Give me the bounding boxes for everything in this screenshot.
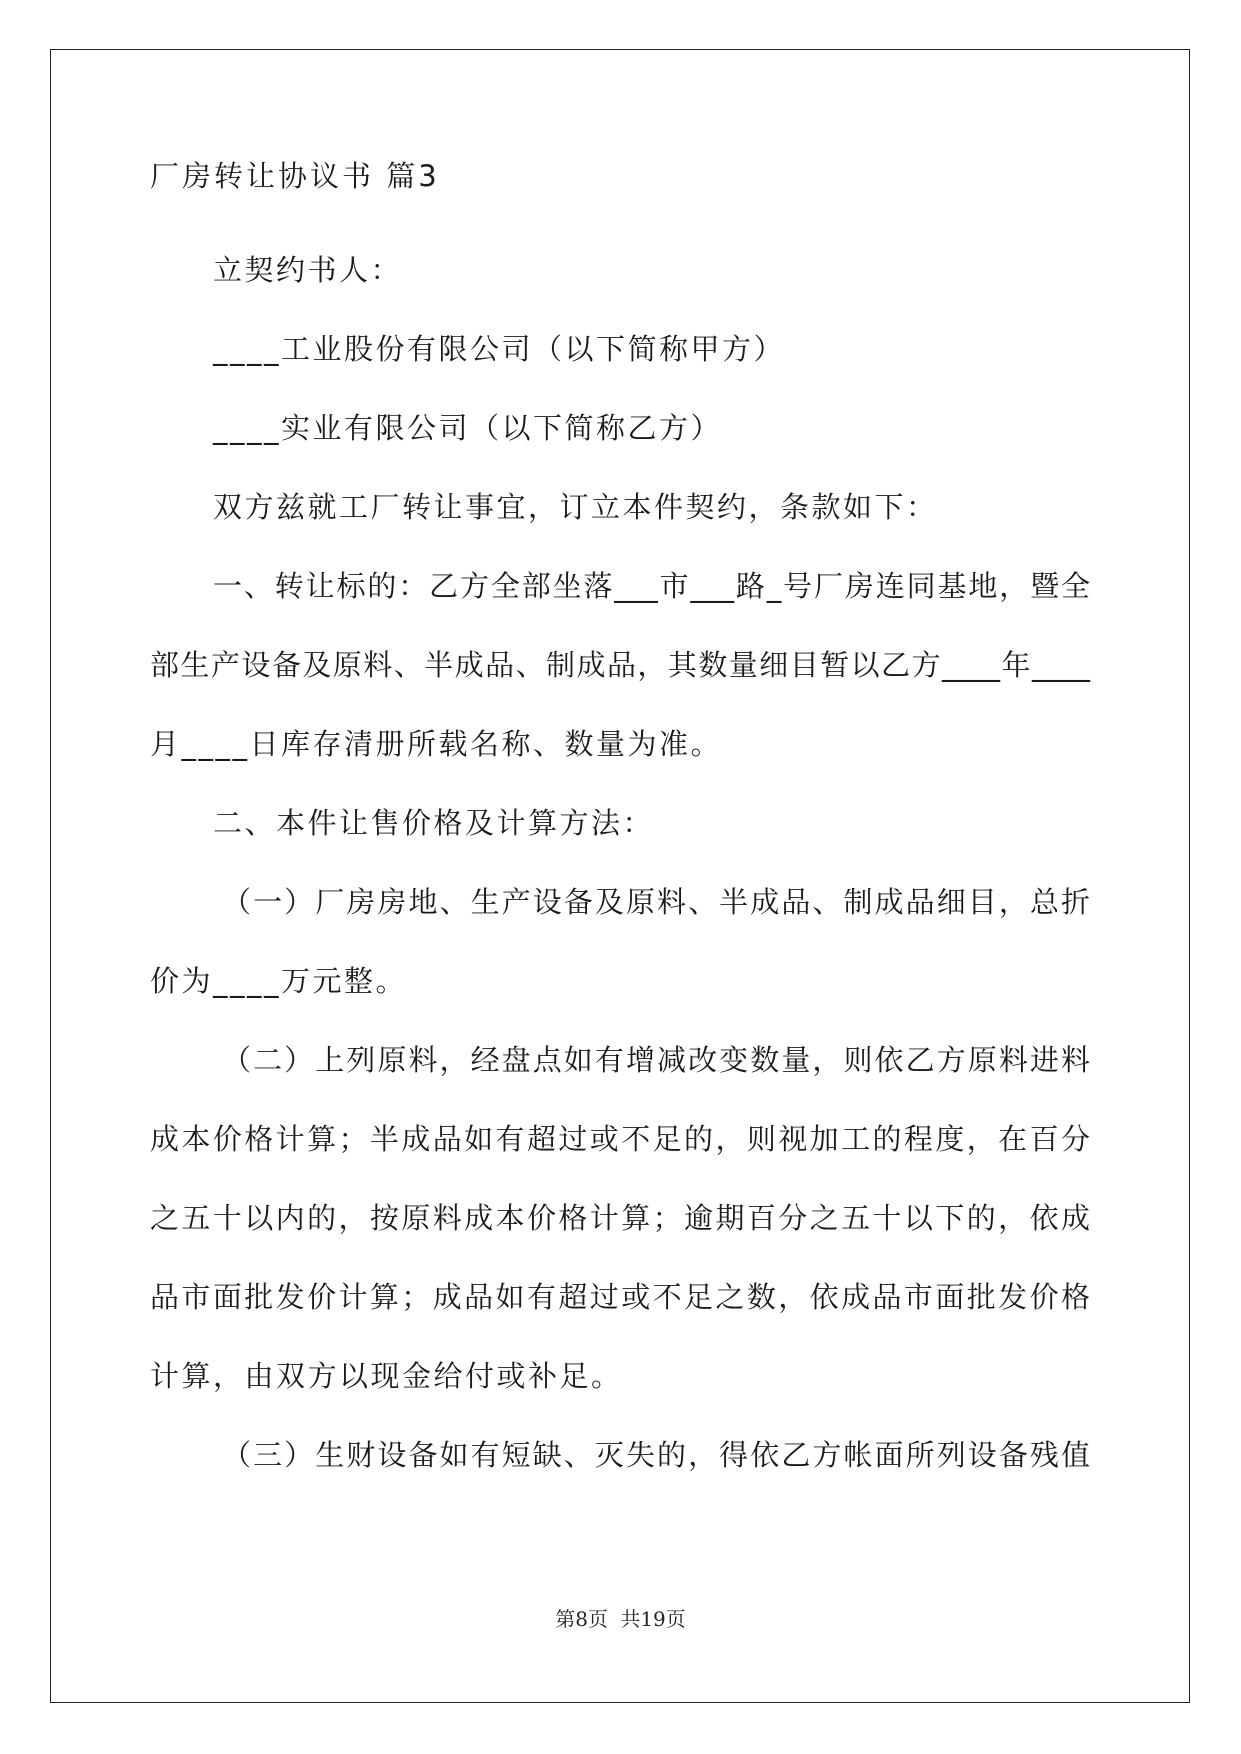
clause-2-2-line-5: 计算，由双方以现金给付或补足。 (150, 1359, 623, 1393)
paragraph-preamble: 双方兹就工厂转让事宜，订立本件契约，条款如下： (213, 490, 938, 524)
clause-2-2-line-4: 品市面批发价计算；成品如有超过或不足之数，依成品市面批发价格 (150, 1280, 1090, 1314)
clause-2-1-line-1: （一）厂房房地、生产设备及原料、半成品、制成品细目，总折 (222, 885, 1090, 919)
clause-2-2-line-1: （二）上列原料，经盘点如有增减改变数量，则依乙方原料进料 (222, 1043, 1090, 1077)
clause-2-1-line-2: 价为____万元整。 (150, 964, 408, 998)
paragraph-parties-heading: 立契约书人： (213, 253, 403, 287)
page-number: 第8页 共19页 (555, 1607, 686, 1631)
clause-1-line-3: 月____日库存清册所载名称、数量为准。 (150, 727, 723, 761)
document-title: 厂房转让协议书 篇3 (150, 159, 440, 193)
clause-2-2-line-3: 之五十以内的，按原料成本价格计算；逾期百分之五十以下的，依成 (150, 1201, 1090, 1235)
document-body (150, 156, 1090, 1495)
clause-1-line-2: 部生产设备及原料、半成品、制成品，其数量细目暂以乙方____年____ (150, 648, 1090, 682)
clause-1-line-1: 一、转让标的：乙方全部坐落___市___路_号厂房连同基地，暨全 (213, 569, 1090, 603)
paragraph-party-a: ____工业股份有限公司（以下简称甲方） (213, 332, 786, 366)
clause-2-heading: 二、本件让售价格及计算方法： (213, 806, 655, 840)
clause-2-2-line-2: 成本价格计算；半成品如有超过或不足的，则视加工的程度，在百分 (150, 1122, 1090, 1156)
clause-2-3-line-1: （三）生财设备如有短缺、灭失的，得依乙方帐面所列设备残值 (222, 1438, 1090, 1472)
paragraph-party-b: ____实业有限公司（以下简称乙方） (213, 411, 723, 445)
